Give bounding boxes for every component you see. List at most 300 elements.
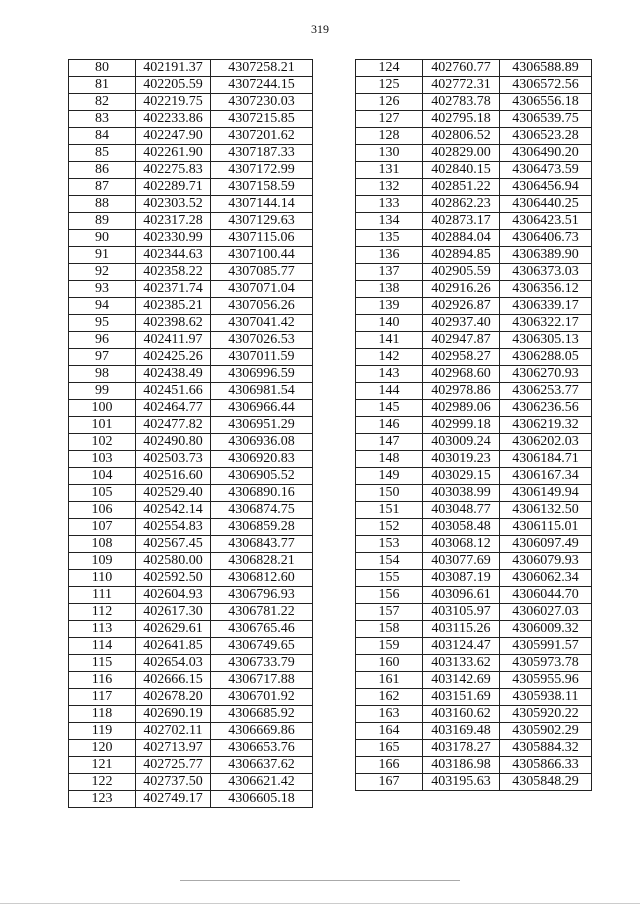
x-coordinate-cell: 402205.59 (136, 77, 211, 94)
table-row (356, 638, 592, 655)
coordinates-table-right (355, 59, 592, 791)
table-row (69, 315, 313, 332)
x-coordinate-cell: 402737.50 (136, 774, 211, 791)
point-number-cell: 121 (69, 757, 136, 774)
point-number-cell: 89 (69, 213, 136, 230)
y-coordinate-cell: 4306874.75 (211, 502, 313, 519)
y-coordinate-cell: 4306621.42 (211, 774, 313, 791)
y-coordinate-cell: 4305866.33 (500, 757, 592, 774)
point-number-cell: 147 (356, 434, 423, 451)
point-number-cell: 141 (356, 332, 423, 349)
point-number-cell: 111 (69, 587, 136, 604)
x-coordinate-cell: 403068.12 (423, 536, 500, 553)
point-number-cell: 85 (69, 145, 136, 162)
x-coordinate-cell: 402490.80 (136, 434, 211, 451)
table-row (356, 400, 592, 417)
y-coordinate-cell: 4307244.15 (211, 77, 313, 94)
point-number-cell: 133 (356, 196, 423, 213)
point-number-cell: 161 (356, 672, 423, 689)
y-coordinate-cell: 4306062.34 (500, 570, 592, 587)
y-coordinate-cell: 4306167.34 (500, 468, 592, 485)
x-coordinate-cell: 402438.49 (136, 366, 211, 383)
point-number-cell: 148 (356, 451, 423, 468)
table-row (356, 621, 592, 638)
point-number-cell: 94 (69, 298, 136, 315)
point-number-cell: 116 (69, 672, 136, 689)
x-coordinate-cell: 402385.21 (136, 298, 211, 315)
table-row (69, 281, 313, 298)
y-coordinate-cell: 4306733.79 (211, 655, 313, 672)
point-number-cell: 138 (356, 281, 423, 298)
table-row (69, 536, 313, 553)
x-coordinate-cell: 402503.73 (136, 451, 211, 468)
y-coordinate-cell: 4306440.25 (500, 196, 592, 213)
point-number-cell: 83 (69, 111, 136, 128)
x-coordinate-cell: 403038.99 (423, 485, 500, 502)
x-coordinate-cell: 402916.26 (423, 281, 500, 298)
y-coordinate-cell: 4306765.46 (211, 621, 313, 638)
table-row (356, 366, 592, 383)
table-row (356, 774, 592, 791)
table-row (69, 77, 313, 94)
table-row (69, 162, 313, 179)
table-row (69, 451, 313, 468)
point-number-cell: 120 (69, 740, 136, 757)
x-coordinate-cell: 402772.31 (423, 77, 500, 94)
table-row (69, 94, 313, 111)
y-coordinate-cell: 4306951.29 (211, 417, 313, 434)
x-coordinate-cell: 402702.11 (136, 723, 211, 740)
x-coordinate-cell: 402317.28 (136, 213, 211, 230)
table-row (356, 128, 592, 145)
y-coordinate-cell: 4306490.20 (500, 145, 592, 162)
y-coordinate-cell: 4306781.22 (211, 604, 313, 621)
table-row (69, 655, 313, 672)
y-coordinate-cell: 4306253.77 (500, 383, 592, 400)
y-coordinate-cell: 4306219.32 (500, 417, 592, 434)
point-number-cell: 135 (356, 230, 423, 247)
x-coordinate-cell: 403151.69 (423, 689, 500, 706)
y-coordinate-cell: 4305920.22 (500, 706, 592, 723)
point-number-cell: 84 (69, 128, 136, 145)
table-row (356, 706, 592, 723)
point-number-cell: 127 (356, 111, 423, 128)
table-row (356, 740, 592, 757)
x-coordinate-cell: 402289.71 (136, 179, 211, 196)
x-coordinate-cell: 403087.19 (423, 570, 500, 587)
y-coordinate-cell: 4306920.83 (211, 451, 313, 468)
y-coordinate-cell: 4306588.89 (500, 60, 592, 77)
x-coordinate-cell: 402905.59 (423, 264, 500, 281)
point-number-cell: 100 (69, 400, 136, 417)
table-row (356, 145, 592, 162)
point-number-cell: 143 (356, 366, 423, 383)
x-coordinate-cell: 402713.97 (136, 740, 211, 757)
table-row (69, 757, 313, 774)
y-coordinate-cell: 4306539.75 (500, 111, 592, 128)
y-coordinate-cell: 4306389.90 (500, 247, 592, 264)
table-row (356, 230, 592, 247)
y-coordinate-cell: 4307115.06 (211, 230, 313, 247)
table-row (356, 587, 592, 604)
point-number-cell: 167 (356, 774, 423, 791)
table-row (69, 332, 313, 349)
table-row (356, 60, 592, 77)
table-row (356, 604, 592, 621)
y-coordinate-cell: 4306322.17 (500, 315, 592, 332)
y-coordinate-cell: 4305973.78 (500, 655, 592, 672)
table-row (356, 468, 592, 485)
y-coordinate-cell: 4306288.05 (500, 349, 592, 366)
y-coordinate-cell: 4306812.60 (211, 570, 313, 587)
y-coordinate-cell: 4307201.62 (211, 128, 313, 145)
table-row (356, 111, 592, 128)
y-coordinate-cell: 4306149.94 (500, 485, 592, 502)
y-coordinate-cell: 4306981.54 (211, 383, 313, 400)
x-coordinate-cell: 402806.52 (423, 128, 500, 145)
table-row (356, 485, 592, 502)
point-number-cell: 119 (69, 723, 136, 740)
point-number-cell: 132 (356, 179, 423, 196)
y-coordinate-cell: 4307011.59 (211, 349, 313, 366)
y-coordinate-cell: 4306653.76 (211, 740, 313, 757)
y-coordinate-cell: 4306202.03 (500, 434, 592, 451)
table-row (356, 757, 592, 774)
point-number-cell: 151 (356, 502, 423, 519)
table-row (69, 570, 313, 587)
table-row (69, 298, 313, 315)
point-number-cell: 106 (69, 502, 136, 519)
y-coordinate-cell: 4307172.99 (211, 162, 313, 179)
y-coordinate-cell: 4306027.03 (500, 604, 592, 621)
table-row (69, 485, 313, 502)
point-number-cell: 118 (69, 706, 136, 723)
table-row (69, 638, 313, 655)
y-coordinate-cell: 4306044.70 (500, 587, 592, 604)
table-row (69, 502, 313, 519)
point-number-cell: 159 (356, 638, 423, 655)
x-coordinate-cell: 402604.93 (136, 587, 211, 604)
x-coordinate-cell: 402233.86 (136, 111, 211, 128)
x-coordinate-cell: 402760.77 (423, 60, 500, 77)
y-coordinate-cell: 4307085.77 (211, 264, 313, 281)
y-coordinate-cell: 4307041.42 (211, 315, 313, 332)
table-row (356, 672, 592, 689)
y-coordinate-cell: 4306749.65 (211, 638, 313, 655)
x-coordinate-cell: 402884.04 (423, 230, 500, 247)
x-coordinate-cell: 402629.61 (136, 621, 211, 638)
x-coordinate-cell: 402840.15 (423, 162, 500, 179)
table-row (69, 689, 313, 706)
point-number-cell: 156 (356, 587, 423, 604)
point-number-cell: 150 (356, 485, 423, 502)
x-coordinate-cell: 403105.97 (423, 604, 500, 621)
table-row (356, 94, 592, 111)
y-coordinate-cell: 4307129.63 (211, 213, 313, 230)
x-coordinate-cell: 402303.52 (136, 196, 211, 213)
table-row (356, 264, 592, 281)
table-row (356, 502, 592, 519)
table-row (356, 553, 592, 570)
x-coordinate-cell: 402580.00 (136, 553, 211, 570)
y-coordinate-cell: 4306406.73 (500, 230, 592, 247)
x-coordinate-cell: 402989.06 (423, 400, 500, 417)
table-row (69, 604, 313, 621)
point-number-cell: 88 (69, 196, 136, 213)
point-number-cell: 99 (69, 383, 136, 400)
x-coordinate-cell: 402641.85 (136, 638, 211, 655)
point-number-cell: 110 (69, 570, 136, 587)
y-coordinate-cell: 4305938.11 (500, 689, 592, 706)
point-number-cell: 145 (356, 400, 423, 417)
point-number-cell: 109 (69, 553, 136, 570)
table-row (69, 434, 313, 451)
table-row (356, 77, 592, 94)
y-coordinate-cell: 4305902.29 (500, 723, 592, 740)
x-coordinate-cell: 402783.78 (423, 94, 500, 111)
point-number-cell: 81 (69, 77, 136, 94)
point-number-cell: 144 (356, 383, 423, 400)
table-row (356, 451, 592, 468)
point-number-cell: 91 (69, 247, 136, 264)
x-coordinate-cell: 402398.62 (136, 315, 211, 332)
x-coordinate-cell: 402330.99 (136, 230, 211, 247)
x-coordinate-cell: 402873.17 (423, 213, 500, 230)
table-row (356, 247, 592, 264)
point-number-cell: 157 (356, 604, 423, 621)
y-coordinate-cell: 4306890.16 (211, 485, 313, 502)
point-number-cell: 90 (69, 230, 136, 247)
x-coordinate-cell: 402191.37 (136, 60, 211, 77)
y-coordinate-cell: 4306097.49 (500, 536, 592, 553)
x-coordinate-cell: 403019.23 (423, 451, 500, 468)
y-coordinate-cell: 4306996.59 (211, 366, 313, 383)
point-number-cell: 130 (356, 145, 423, 162)
table-row (356, 196, 592, 213)
y-coordinate-cell: 4307071.04 (211, 281, 313, 298)
point-number-cell: 96 (69, 332, 136, 349)
y-coordinate-cell: 4306556.18 (500, 94, 592, 111)
point-number-cell: 95 (69, 315, 136, 332)
y-coordinate-cell: 4307026.53 (211, 332, 313, 349)
table-row (69, 349, 313, 366)
point-number-cell: 107 (69, 519, 136, 536)
x-coordinate-cell: 403160.62 (423, 706, 500, 723)
table-row (69, 587, 313, 604)
x-coordinate-cell: 402219.75 (136, 94, 211, 111)
point-number-cell: 164 (356, 723, 423, 740)
x-coordinate-cell: 402937.40 (423, 315, 500, 332)
table-row (356, 298, 592, 315)
table-row (356, 349, 592, 366)
point-number-cell: 115 (69, 655, 136, 672)
y-coordinate-cell: 4306456.94 (500, 179, 592, 196)
x-coordinate-cell: 403048.77 (423, 502, 500, 519)
table-row (69, 196, 313, 213)
x-coordinate-cell: 403186.98 (423, 757, 500, 774)
point-number-cell: 125 (356, 77, 423, 94)
point-number-cell: 160 (356, 655, 423, 672)
y-coordinate-cell: 4306009.32 (500, 621, 592, 638)
x-coordinate-cell: 403058.48 (423, 519, 500, 536)
point-number-cell: 136 (356, 247, 423, 264)
table-row (69, 128, 313, 145)
table-row (356, 689, 592, 706)
point-number-cell: 102 (69, 434, 136, 451)
x-coordinate-cell: 402451.66 (136, 383, 211, 400)
x-coordinate-cell: 402862.23 (423, 196, 500, 213)
point-number-cell: 155 (356, 570, 423, 587)
x-coordinate-cell: 402411.97 (136, 332, 211, 349)
x-coordinate-cell: 402851.22 (423, 179, 500, 196)
y-coordinate-cell: 4306717.88 (211, 672, 313, 689)
point-number-cell: 86 (69, 162, 136, 179)
point-number-cell: 137 (356, 264, 423, 281)
y-coordinate-cell: 4306936.08 (211, 434, 313, 451)
point-number-cell: 154 (356, 553, 423, 570)
table-row (69, 791, 313, 808)
x-coordinate-cell: 402371.74 (136, 281, 211, 298)
y-coordinate-cell: 4306356.12 (500, 281, 592, 298)
point-number-cell: 131 (356, 162, 423, 179)
y-coordinate-cell: 4307258.21 (211, 60, 313, 77)
table-row (69, 672, 313, 689)
table-row (356, 162, 592, 179)
point-number-cell: 117 (69, 689, 136, 706)
table-row (356, 723, 592, 740)
table-row (69, 60, 313, 77)
y-coordinate-cell: 4307230.03 (211, 94, 313, 111)
point-number-cell: 112 (69, 604, 136, 621)
table-row (69, 264, 313, 281)
table-row (356, 332, 592, 349)
x-coordinate-cell: 402958.27 (423, 349, 500, 366)
table-row (356, 213, 592, 230)
y-coordinate-cell: 4305848.29 (500, 774, 592, 791)
point-number-cell: 163 (356, 706, 423, 723)
y-coordinate-cell: 4306637.62 (211, 757, 313, 774)
y-coordinate-cell: 4307056.26 (211, 298, 313, 315)
x-coordinate-cell: 402749.17 (136, 791, 211, 808)
table-row (69, 145, 313, 162)
table-row (356, 315, 592, 332)
point-number-cell: 166 (356, 757, 423, 774)
x-coordinate-cell: 402464.77 (136, 400, 211, 417)
x-coordinate-cell: 402795.18 (423, 111, 500, 128)
y-coordinate-cell: 4307100.44 (211, 247, 313, 264)
table-row (69, 417, 313, 434)
x-coordinate-cell: 403178.27 (423, 740, 500, 757)
x-coordinate-cell: 402978.86 (423, 383, 500, 400)
x-coordinate-cell: 402999.18 (423, 417, 500, 434)
x-coordinate-cell: 402529.40 (136, 485, 211, 502)
point-number-cell: 153 (356, 536, 423, 553)
bottom-rule (180, 880, 460, 881)
point-number-cell: 82 (69, 94, 136, 111)
point-number-cell: 113 (69, 621, 136, 638)
page-number: 319 (311, 22, 329, 36)
page-edge (0, 903, 640, 904)
y-coordinate-cell: 4306523.28 (500, 128, 592, 145)
point-number-cell: 103 (69, 451, 136, 468)
y-coordinate-cell: 4306843.77 (211, 536, 313, 553)
x-coordinate-cell: 402894.85 (423, 247, 500, 264)
x-coordinate-cell: 402654.03 (136, 655, 211, 672)
point-number-cell: 114 (69, 638, 136, 655)
point-number-cell: 162 (356, 689, 423, 706)
table-row (356, 519, 592, 536)
y-coordinate-cell: 4306966.44 (211, 400, 313, 417)
table-row (356, 536, 592, 553)
x-coordinate-cell: 402617.30 (136, 604, 211, 621)
y-coordinate-cell: 4307158.59 (211, 179, 313, 196)
y-coordinate-cell: 4306473.59 (500, 162, 592, 179)
table-row (69, 111, 313, 128)
x-coordinate-cell: 402516.60 (136, 468, 211, 485)
point-number-cell: 98 (69, 366, 136, 383)
y-coordinate-cell: 4306132.50 (500, 502, 592, 519)
point-number-cell: 128 (356, 128, 423, 145)
coordinates-table-left (68, 59, 313, 808)
x-coordinate-cell: 403096.61 (423, 587, 500, 604)
table-row (69, 179, 313, 196)
point-number-cell: 140 (356, 315, 423, 332)
x-coordinate-cell: 402542.14 (136, 502, 211, 519)
table-row (356, 655, 592, 672)
y-coordinate-cell: 4306701.92 (211, 689, 313, 706)
y-coordinate-cell: 4307144.14 (211, 196, 313, 213)
table-row (356, 570, 592, 587)
table-row (69, 468, 313, 485)
y-coordinate-cell: 4306270.93 (500, 366, 592, 383)
table-row (69, 740, 313, 757)
point-number-cell: 92 (69, 264, 136, 281)
y-coordinate-cell: 4306905.52 (211, 468, 313, 485)
y-coordinate-cell: 4306115.01 (500, 519, 592, 536)
table-row (356, 383, 592, 400)
x-coordinate-cell: 402968.60 (423, 366, 500, 383)
point-number-cell: 105 (69, 485, 136, 502)
point-number-cell: 142 (356, 349, 423, 366)
y-coordinate-cell: 4307215.85 (211, 111, 313, 128)
point-number-cell: 101 (69, 417, 136, 434)
x-coordinate-cell: 402477.82 (136, 417, 211, 434)
y-coordinate-cell: 4305884.32 (500, 740, 592, 757)
x-coordinate-cell: 402725.77 (136, 757, 211, 774)
table-row (356, 417, 592, 434)
table-row (69, 366, 313, 383)
table-row (69, 706, 313, 723)
point-number-cell: 139 (356, 298, 423, 315)
x-coordinate-cell: 402592.50 (136, 570, 211, 587)
x-coordinate-cell: 402666.15 (136, 672, 211, 689)
point-number-cell: 152 (356, 519, 423, 536)
point-number-cell: 104 (69, 468, 136, 485)
table-row (69, 230, 313, 247)
y-coordinate-cell: 4305991.57 (500, 638, 592, 655)
y-coordinate-cell: 4306339.17 (500, 298, 592, 315)
y-coordinate-cell: 4306373.03 (500, 264, 592, 281)
y-coordinate-cell: 4306605.18 (211, 791, 313, 808)
table-row (356, 281, 592, 298)
y-coordinate-cell: 4307187.33 (211, 145, 313, 162)
y-coordinate-cell: 4306796.93 (211, 587, 313, 604)
point-number-cell: 108 (69, 536, 136, 553)
y-coordinate-cell: 4305955.96 (500, 672, 592, 689)
y-coordinate-cell: 4306423.51 (500, 213, 592, 230)
y-coordinate-cell: 4306079.93 (500, 553, 592, 570)
x-coordinate-cell: 402829.00 (423, 145, 500, 162)
